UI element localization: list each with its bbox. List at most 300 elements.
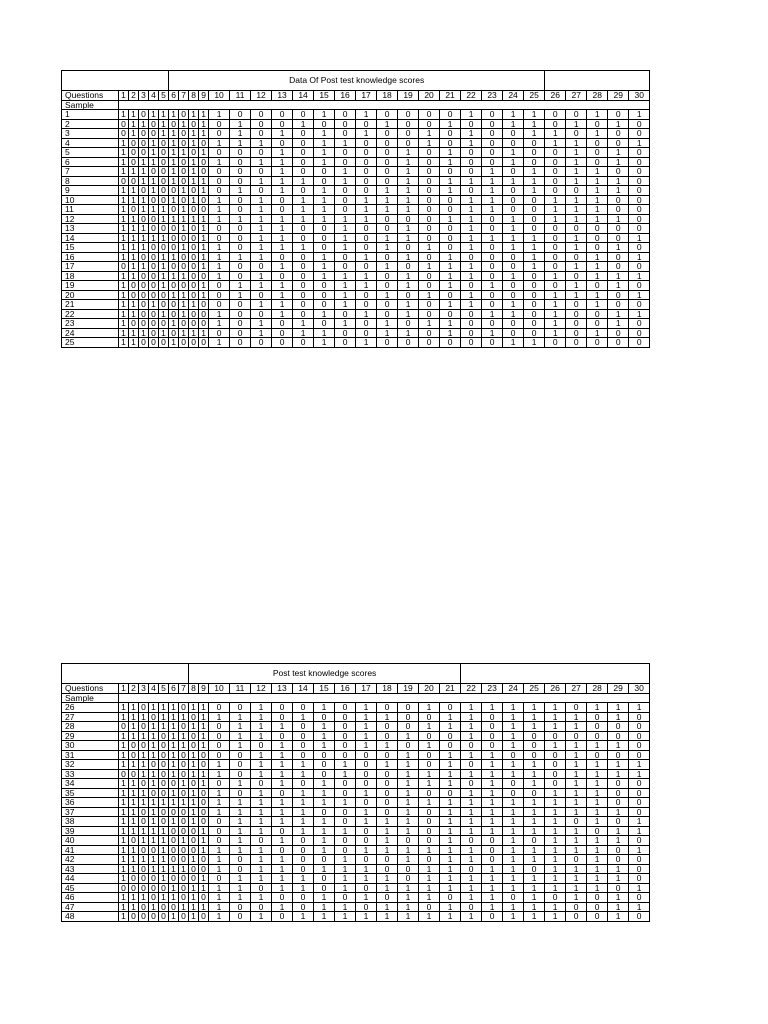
score-cell: 1	[139, 769, 149, 779]
sample-id: 24	[62, 328, 119, 338]
score-cell: 1	[398, 157, 419, 167]
score-cell: 1	[129, 855, 139, 865]
score-cell: 0	[230, 167, 251, 177]
score-cell: 0	[629, 855, 650, 865]
score-cell: 1	[524, 167, 545, 177]
score-cell: 1	[545, 807, 566, 817]
score-cell: 0	[335, 807, 356, 817]
score-cell: 0	[461, 157, 482, 167]
sample-id: 44	[62, 874, 119, 884]
sample-id: 15	[62, 243, 119, 253]
score-cell: 0	[159, 338, 169, 348]
score-cell: 1	[440, 722, 461, 732]
score-cell: 1	[251, 243, 272, 253]
score-cell: 1	[272, 807, 293, 817]
score-cell: 1	[272, 722, 293, 732]
score-cell: 1	[587, 807, 608, 817]
score-cell: 1	[503, 826, 524, 836]
question-number: 23	[482, 684, 503, 694]
score-cell: 1	[209, 138, 230, 148]
score-cell: 0	[335, 836, 356, 846]
score-cell: 1	[419, 883, 440, 893]
score-cell: 1	[608, 712, 629, 722]
score-cell: 0	[149, 252, 159, 262]
score-cell: 0	[139, 148, 149, 158]
score-cell: 1	[503, 855, 524, 865]
score-cell: 1	[398, 893, 419, 903]
score-cell: 0	[314, 760, 335, 770]
score-cell: 1	[129, 845, 139, 855]
score-cell: 0	[314, 750, 335, 760]
score-cell: 1	[356, 864, 377, 874]
score-cell: 1	[335, 826, 356, 836]
score-cell: 0	[461, 741, 482, 751]
score-cell: 1	[169, 722, 179, 732]
score-cell: 0	[461, 119, 482, 129]
score-cell: 1	[189, 176, 199, 186]
score-cell: 0	[419, 807, 440, 817]
score-cell: 1	[209, 883, 230, 893]
score-cell: 0	[545, 119, 566, 129]
score-cell: 1	[230, 186, 251, 196]
score-cell: 0	[149, 243, 159, 253]
score-cell: 1	[524, 826, 545, 836]
score-cell: 0	[377, 167, 398, 177]
score-cell: 0	[139, 874, 149, 884]
score-cell: 1	[272, 186, 293, 196]
score-cell: 0	[377, 750, 398, 760]
score-cell: 1	[545, 703, 566, 713]
score-cell: 0	[139, 300, 149, 310]
score-cell: 0	[272, 319, 293, 329]
score-cell: 1	[230, 712, 251, 722]
score-cell: 1	[251, 817, 272, 827]
score-cell: 1	[251, 703, 272, 713]
score-cell: 1	[398, 176, 419, 186]
score-cell: 1	[377, 205, 398, 215]
score-cell: 1	[119, 300, 129, 310]
score-cell: 0	[587, 902, 608, 912]
score-cell: 1	[419, 138, 440, 148]
score-cell: 1	[129, 243, 139, 253]
score-cell: 1	[398, 779, 419, 789]
score-cell: 1	[209, 769, 230, 779]
score-cell: 1	[169, 167, 179, 177]
score-cell: 1	[356, 845, 377, 855]
score-cell: 0	[129, 290, 139, 300]
score-cell: 1	[608, 836, 629, 846]
question-number: 4	[149, 91, 159, 101]
score-cell: 1	[179, 271, 189, 281]
score-cell: 1	[482, 176, 503, 186]
sample-id: 47	[62, 902, 119, 912]
score-cell: 0	[335, 779, 356, 789]
table-title: Data Of Post test knowledge scores	[169, 71, 545, 91]
score-cell: 1	[377, 262, 398, 272]
score-cell: 1	[272, 129, 293, 139]
score-cell: 1	[524, 712, 545, 722]
score-cell: 0	[356, 328, 377, 338]
score-cell: 0	[189, 712, 199, 722]
score-cell: 1	[314, 798, 335, 808]
score-cell: 1	[139, 760, 149, 770]
table-row	[62, 290, 650, 300]
score-cell: 0	[129, 874, 139, 884]
score-cell: 1	[545, 864, 566, 874]
score-cell: 0	[524, 148, 545, 158]
score-cell: 1	[440, 271, 461, 281]
score-cell: 0	[129, 176, 139, 186]
score-cell: 1	[139, 836, 149, 846]
score-cell: 1	[209, 864, 230, 874]
score-cell: 1	[419, 319, 440, 329]
score-cell: 1	[335, 912, 356, 922]
score-cell: 0	[566, 300, 587, 310]
score-cell: 0	[199, 205, 209, 215]
table-row	[62, 110, 650, 120]
score-cell: 0	[230, 902, 251, 912]
score-cell: 1	[461, 262, 482, 272]
score-cell: 0	[230, 243, 251, 253]
score-cell: 1	[314, 138, 335, 148]
score-cell: 0	[482, 300, 503, 310]
score-cell: 1	[335, 176, 356, 186]
score-cell: 0	[482, 262, 503, 272]
score-cell: 0	[440, 205, 461, 215]
score-cell: 1	[169, 760, 179, 770]
score-cell: 0	[251, 110, 272, 120]
score-cell: 0	[377, 252, 398, 262]
score-cell: 1	[335, 214, 356, 224]
score-cell: 0	[230, 300, 251, 310]
score-cell: 0	[419, 826, 440, 836]
score-cell: 1	[230, 119, 251, 129]
table-row	[62, 864, 650, 874]
question-number: 18	[377, 684, 398, 694]
score-cell: 0	[169, 186, 179, 196]
score-cell: 1	[356, 874, 377, 884]
score-cell: 1	[524, 807, 545, 817]
score-cell: 0	[629, 129, 650, 139]
score-cell: 0	[179, 769, 189, 779]
score-cell: 0	[159, 788, 169, 798]
score-cell: 1	[179, 186, 189, 196]
score-cell: 1	[179, 309, 189, 319]
score-cell: 0	[377, 300, 398, 310]
score-cell: 1	[524, 874, 545, 884]
sample-id: 17	[62, 262, 119, 272]
score-cell: 0	[545, 769, 566, 779]
score-cell: 0	[566, 224, 587, 234]
score-cell: 0	[129, 319, 139, 329]
score-cell: 1	[293, 214, 314, 224]
score-cell: 1	[129, 779, 139, 789]
score-cell: 0	[209, 224, 230, 234]
table-row	[62, 703, 650, 713]
score-cell: 1	[587, 110, 608, 120]
score-cell: 0	[503, 893, 524, 903]
score-cell: 0	[608, 262, 629, 272]
score-cell: 0	[524, 328, 545, 338]
score-cell: 0	[230, 760, 251, 770]
score-cell: 1	[159, 214, 169, 224]
score-cell: 0	[419, 817, 440, 827]
question-number: 7	[179, 91, 189, 101]
score-cell: 1	[139, 798, 149, 808]
score-cell: 1	[189, 760, 199, 770]
score-cell: 0	[159, 902, 169, 912]
score-cell: 0	[230, 788, 251, 798]
score-cell: 0	[356, 186, 377, 196]
score-cell: 0	[314, 855, 335, 865]
sample-id: 37	[62, 807, 119, 817]
score-cell: 1	[119, 912, 129, 922]
score-cell: 0	[149, 883, 159, 893]
score-cell: 0	[199, 817, 209, 827]
score-cell: 1	[482, 779, 503, 789]
question-number: 17	[356, 91, 377, 101]
score-cell: 0	[461, 902, 482, 912]
score-cell: 0	[587, 157, 608, 167]
score-cell: 1	[129, 195, 139, 205]
score-cell: 1	[524, 779, 545, 789]
score-cell: 1	[293, 195, 314, 205]
score-cell: 1	[129, 712, 139, 722]
score-cell: 1	[566, 807, 587, 817]
score-cell: 1	[119, 338, 129, 348]
score-cell: 0	[545, 779, 566, 789]
score-cell: 1	[377, 195, 398, 205]
score-cell: 0	[293, 845, 314, 855]
score-cell: 0	[482, 129, 503, 139]
score-cell: 0	[179, 195, 189, 205]
score-cell: 1	[377, 902, 398, 912]
score-cell: 0	[587, 281, 608, 291]
score-cell: 0	[608, 731, 629, 741]
score-cell: 0	[293, 309, 314, 319]
score-cell: 1	[524, 798, 545, 808]
score-cell: 0	[419, 205, 440, 215]
score-cell: 0	[587, 722, 608, 732]
score-cell: 0	[139, 338, 149, 348]
score-cell: 1	[129, 262, 139, 272]
score-cell: 0	[566, 129, 587, 139]
score-cell: 1	[503, 224, 524, 234]
score-cell: 1	[230, 214, 251, 224]
score-cell: 0	[179, 788, 189, 798]
score-cell: 1	[189, 138, 199, 148]
score-cell: 1	[377, 328, 398, 338]
score-cell: 0	[566, 328, 587, 338]
score-cell: 0	[179, 826, 189, 836]
score-cell: 0	[159, 319, 169, 329]
score-cell: 0	[503, 167, 524, 177]
score-cell: 0	[482, 712, 503, 722]
score-cell: 1	[149, 855, 159, 865]
score-cell: 0	[356, 902, 377, 912]
score-cell: 0	[503, 788, 524, 798]
score-cell: 0	[629, 864, 650, 874]
question-number: 21	[440, 684, 461, 694]
score-cell: 1	[179, 864, 189, 874]
score-cell: 0	[335, 338, 356, 348]
score-cell: 1	[503, 874, 524, 884]
score-cell: 1	[199, 281, 209, 291]
score-cell: 0	[335, 817, 356, 827]
score-cell: 0	[314, 167, 335, 177]
score-cell: 0	[293, 338, 314, 348]
score-cell: 0	[272, 731, 293, 741]
score-cell: 1	[608, 760, 629, 770]
score-cell: 1	[440, 769, 461, 779]
score-cell: 0	[524, 836, 545, 846]
score-cell: 1	[608, 874, 629, 884]
score-cell: 1	[440, 817, 461, 827]
score-cell: 1	[419, 912, 440, 922]
score-cell: 0	[169, 779, 179, 789]
score-cell: 0	[503, 252, 524, 262]
score-cell: 1	[209, 760, 230, 770]
score-cell: 1	[169, 750, 179, 760]
score-cell: 1	[139, 205, 149, 215]
score-cell: 1	[566, 233, 587, 243]
score-cell: 0	[587, 893, 608, 903]
score-cell: 0	[629, 798, 650, 808]
score-cell: 1	[230, 836, 251, 846]
score-cell: 0	[503, 138, 524, 148]
sample-id: 31	[62, 750, 119, 760]
score-cell: 1	[440, 328, 461, 338]
score-cell: 1	[314, 148, 335, 158]
score-cell: 1	[199, 290, 209, 300]
score-cell: 1	[272, 798, 293, 808]
score-cell: 1	[608, 309, 629, 319]
score-cell: 0	[169, 836, 179, 846]
score-cell: 1	[314, 817, 335, 827]
score-cell: 0	[482, 741, 503, 751]
score-cell: 1	[314, 262, 335, 272]
score-cell: 0	[608, 750, 629, 760]
question-number: 16	[335, 684, 356, 694]
score-cell: 0	[189, 826, 199, 836]
score-cell: 0	[169, 807, 179, 817]
score-cell: 0	[545, 110, 566, 120]
score-cell: 1	[149, 864, 159, 874]
score-cell: 0	[629, 836, 650, 846]
score-cell: 1	[159, 874, 169, 884]
score-cell: 1	[482, 864, 503, 874]
score-cell: 0	[119, 722, 129, 732]
score-cell: 1	[230, 798, 251, 808]
score-cell: 1	[149, 826, 159, 836]
score-cell: 0	[139, 281, 149, 291]
score-cell: 0	[149, 224, 159, 234]
score-cell: 1	[209, 893, 230, 903]
score-cell: 0	[587, 138, 608, 148]
score-cell: 0	[356, 836, 377, 846]
score-cell: 1	[159, 252, 169, 262]
score-cell: 0	[503, 328, 524, 338]
score-cell: 0	[629, 195, 650, 205]
score-cell: 1	[314, 338, 335, 348]
score-cell: 0	[189, 338, 199, 348]
score-cell: 1	[545, 788, 566, 798]
score-cell: 0	[440, 731, 461, 741]
question-number: 14	[293, 684, 314, 694]
score-cell: 0	[587, 912, 608, 922]
score-cell: 0	[149, 129, 159, 139]
score-cell: 1	[545, 328, 566, 338]
score-cell: 1	[419, 703, 440, 713]
score-cell: 0	[159, 157, 169, 167]
score-cell: 0	[314, 233, 335, 243]
score-cell: 1	[461, 769, 482, 779]
score-cell: 1	[119, 779, 129, 789]
score-cell: 1	[119, 205, 129, 215]
score-cell: 0	[629, 224, 650, 234]
score-cell: 0	[629, 157, 650, 167]
score-cell: 0	[209, 119, 230, 129]
score-cell: 0	[608, 205, 629, 215]
score-cell: 1	[608, 157, 629, 167]
score-cell: 1	[230, 741, 251, 751]
score-cell: 1	[209, 807, 230, 817]
score-cell: 1	[587, 874, 608, 884]
question-number: 15	[314, 91, 335, 101]
score-cell: 1	[335, 319, 356, 329]
table-row	[62, 845, 650, 855]
score-cell: 0	[209, 874, 230, 884]
score-cell: 1	[503, 722, 524, 732]
score-cell: 1	[199, 224, 209, 234]
score-cell: 0	[545, 167, 566, 177]
score-cell: 0	[189, 836, 199, 846]
score-cell: 0	[189, 262, 199, 272]
score-cell: 1	[419, 798, 440, 808]
score-cell: 0	[335, 186, 356, 196]
score-cell: 1	[545, 290, 566, 300]
score-cell: 1	[356, 788, 377, 798]
score-cell: 0	[209, 129, 230, 139]
score-cell: 1	[587, 186, 608, 196]
score-cell: 0	[335, 195, 356, 205]
score-cell: 0	[179, 912, 189, 922]
score-cell: 1	[189, 788, 199, 798]
score-cell: 1	[272, 864, 293, 874]
score-cell: 1	[314, 731, 335, 741]
score-cell: 1	[524, 902, 545, 912]
score-cell: 1	[608, 807, 629, 817]
score-cell: 0	[587, 148, 608, 158]
score-cell: 1	[199, 826, 209, 836]
questions-header-row	[62, 684, 650, 694]
score-cell: 0	[335, 252, 356, 262]
score-cell: 1	[314, 214, 335, 224]
score-cell: 0	[335, 712, 356, 722]
score-cell: 1	[524, 186, 545, 196]
score-cell: 1	[629, 110, 650, 120]
score-cell: 0	[398, 722, 419, 732]
score-cell: 0	[482, 110, 503, 120]
score-cell: 0	[159, 300, 169, 310]
score-cell: 0	[139, 129, 149, 139]
score-cell: 1	[251, 893, 272, 903]
score-cell: 1	[503, 157, 524, 167]
score-cell: 1	[314, 902, 335, 912]
score-cell: 0	[566, 731, 587, 741]
score-cell: 1	[356, 722, 377, 732]
score-cell: 1	[461, 300, 482, 310]
